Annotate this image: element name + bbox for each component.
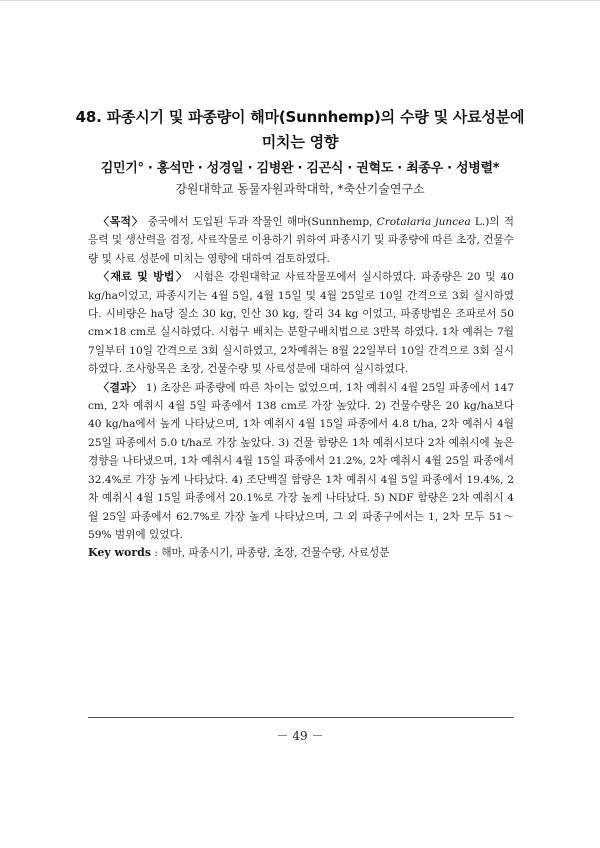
paper-title-line-1: 48. 파종시기 및 파종량이 해마(Sunnhemp)의 수량 및 사료성분에: [75, 108, 525, 126]
page-number: － 49 －: [276, 729, 324, 743]
keywords-line: [88, 544, 514, 562]
results-heading: 〈결과〉: [98, 380, 143, 394]
methods-paragraph: [88, 268, 514, 378]
keywords-list: : 해마, 파종시기, 파종량, 초장, 건물수량, 사료성분: [151, 547, 390, 560]
methods-heading: 〈재료 및 방법〉: [98, 270, 189, 284]
author-list: 김민기° · 홍석만 · 성경일 · 김병완 · 김곤식 · 권혁도 · 최종우 · 성병렬*: [100, 161, 500, 176]
results-text: 1) 초장은 파종량에 따른 차이는 없었으며, 1차 예취시 4월 25일 파종에서 147 cm, 2차 예취시 4월 5일 파종에서 138 cm로 가장 높았다. 2) 건물수량은 20 kg/ha보다 40 kg/ha에서 높게 나타났으며, 1차 예취시 4월 15일 파종에서 4.8 t/ha, 2차 예취시 4월 25일 파종에서 5.0 t/ha로 가장 높았다. 3) 건물 함량은 1차 예취시보다 2차 예취시에 높은 경향을 나타냈으며, 1차 예취시 4월 15일 파종에서 21.2%, 2차 예취시 4월 25일 파종에서 32.4%로 가장 높게 나타났다. 4) 조단백질 함량은 1차 예취시 4월 5일 파종에서 19.4%, 2차 예취시 4월 15일 파종에서 20.1%로 가장 높게 나타났다. 5) NDF 함량은 2차 예취시 4월 25일 파종에서 62.7%로 가장 높게 나타났으며, 그 외 파종구에서는 1, 2차 모두 51～59% 범위에 있었다.: [88, 381, 514, 541]
objective-text-part-1: 중국에서 도입된 두과 작물인 해마(Sunnhemp,: [143, 216, 377, 228]
objective-paragraph: [88, 213, 514, 268]
footer-divider: [88, 717, 514, 718]
objective-text-part-2: L.)의 적응력 및 생산력을 검정, 사료작물로 이용하기 위하여 파종시기 및 파종량에 따른 초장, 건물수량 및 사료 성분에 미치는 영향에 대하여 검토하였다.: [88, 216, 514, 265]
results-paragraph: [88, 379, 514, 545]
top-border-line: [0, 0, 600, 1]
methods-text: 시험은 강원대학교 사료작물포에서 실시하였다. 파종량은 20 및 40 kg/ha이었고, 파종시기는 4월 5일, 4월 15일 및 4월 25일로 10일 간격으로 3회 실시하였다. 시비량은 ha당 질소 30 kg, 인산 30 kg, 칼리 34 kg 이었고, 파종방법은 조파로서 50 cm×18 cm로 실시하였다. 시험구 배치는 분할구배치법으로 3반복 하였다. 1차 예취는 7월 7일부터 10일 간격으로 3회 실시하였고, 2차예취는 8월 22일부터 10일 간격으로 3회 실시하였다. 조사항목은 초장, 건물수량 및 사료성분에 대하여 실시하였다.: [88, 271, 515, 376]
paper-title-line-2: 미치는 영향: [261, 133, 339, 151]
keywords-label: Key words: [88, 546, 152, 560]
objective-heading: 〈목적〉: [98, 215, 144, 228]
species-name: Crotalaria juncea: [376, 216, 471, 228]
abstract-body: [88, 213, 514, 563]
affiliation: 강원대학교 동물자원과학대학, *축산기술연구소: [175, 182, 425, 196]
